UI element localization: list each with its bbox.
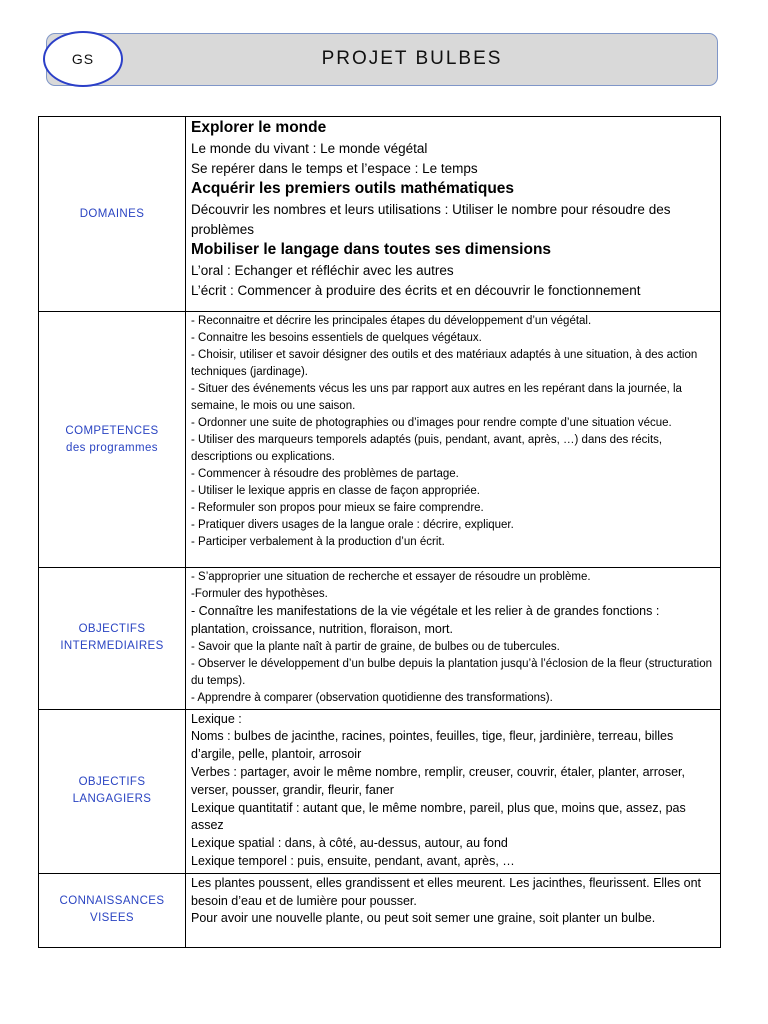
objective-item: - Connaître les manifestations de la vie végétale et les relier à de grandes fonctions : plantation, croissance, nutrition, floraison, mort. [191,604,660,636]
competence-item: - Situer des événements vécus les uns par rapport aux autres en les repérant dans la journée, la semaine, le mois ou une saison. [191,383,682,412]
competence-item: - Reconnaitre et décrire les principales étapes du développement d’un végétal. [191,315,592,327]
domain-line: Le monde du vivant : Le monde végétal [191,141,428,156]
competence-item: - Utiliser des marqueurs temporels adaptés (puis, pendant, avant, après, …) dans des récits, descriptions ou explications. [191,434,663,463]
competence-item: - Participer verbalement à la production d’un écrit. [191,536,445,548]
knowledge-line: Les plantes poussent, elles grandissent et elles meurent. Les jacinthes, fleurissent. Elles ont besoin d’eau et de lumière pour pousser. [191,875,702,908]
row-label-objectifs-langagiers: OBJECTIFS LANGAGIERS [39,709,186,873]
row-label-connaissances: CONNAISSANCES VISEES [39,873,186,947]
row-label-objectifs-intermediaires: OBJECTIFS INTERMEDIAIRES [39,568,186,710]
domain-heading: Mobiliser le langage dans toutes ses dimensions [191,241,552,258]
project-table [38,116,721,948]
objective-item: - S’approprier une situation de recherche et essayer de résoudre un problème. [191,571,591,583]
competence-item: - Choisir, utiliser et savoir désigner des outils et des matériaux adaptés à une situation, à des action techniques (jardinage). [191,349,698,378]
competence-item: - Utiliser le lexique appris en classe de façon appropriée. [191,485,480,497]
lexique-line: Noms : bulbes de jacinthe, racines, pointes, feuilles, tige, fleur, jardinière, terreau, billes d’argile, pelle, plantoir, arrosoir [191,729,674,762]
row-connaissances [39,873,721,947]
domain-line: Découvrir les nombres et leurs utilisations : Utiliser le nombre pour résoudre des problèmes [191,202,671,237]
lexique-line: Lexique quantitatif : autant que, le même nombre, pareil, plus que, moins que, assez, pas assez [191,800,686,833]
competence-item: - Commencer à résoudre des problèmes de partage. [191,468,459,480]
knowledge-line: Pour avoir une nouvelle plante, ou peut soit semer une graine, soit planter un bulbe. [191,911,656,926]
domain-heading: Explorer le monde [191,119,327,136]
row-objectifs-intermediaires [39,568,721,710]
title-banner [46,33,718,86]
page-title: PROJET BULBES [321,48,503,69]
domain-line: L’oral : Echanger et réfléchir avec les autres [191,263,454,278]
row-domaines [39,117,721,312]
row-content-objectifs-langagiers [186,709,721,873]
domain-line: Se repérer dans le temps et l’espace : Le temps [191,160,478,176]
row-content-objectifs-intermediaires [186,568,721,710]
domain-heading: Acquérir les premiers outils mathématiques [191,180,515,197]
row-objectifs-langagiers [39,709,721,873]
class-level-badge: GS [43,31,123,87]
objective-item: - Observer le développement d’un bulbe depuis la plantation jusqu’à l’éclosion de la fleur (structuration du temps). [191,657,713,687]
competence-item: - Ordonner une suite de photographies ou d’images pour rendre compte d’une situation vécue. [191,417,672,429]
competence-item: - Connaitre les besoins essentiels de quelques végétaux. [191,332,482,344]
lexique-line: Lexique temporel : puis, ensuite, pendant, avant, après, … [191,853,515,868]
lexique-line: Lexique spatial : dans, à côté, au-dessus, autour, au fond [191,836,508,851]
objective-item: - Apprendre à comparer (observation quotidienne des transformations). [191,691,553,704]
objective-item: -Formuler des hypothèses. [191,588,328,600]
row-content-competences [186,312,721,568]
competence-item: - Reformuler son propos pour mieux se faire comprendre. [191,502,484,514]
row-label-domaines: DOMAINES [39,117,186,312]
row-label-competences: COMPETENCES des programmes [39,312,186,568]
competence-item: - Pratiquer divers usages de la langue orale : décrire, expliquer. [191,519,514,531]
objective-item: - Savoir que la plante naît à partir de graine, de bulbes ou de tubercules. [191,640,560,653]
row-content-domaines [186,117,721,312]
row-competences [39,312,721,568]
row-content-connaissances [186,873,721,947]
lexique-line: Lexique : [191,711,242,726]
lexique-line: Verbes : partager, avoir le même nombre, remplir, creuser, couvrir, étaler, planter, arroser, verser, pousser, grandir, fleurir, faner [191,764,685,797]
domain-line: L’écrit : Commencer à produire des écrits et en découvrir le fonctionnement [191,282,641,298]
